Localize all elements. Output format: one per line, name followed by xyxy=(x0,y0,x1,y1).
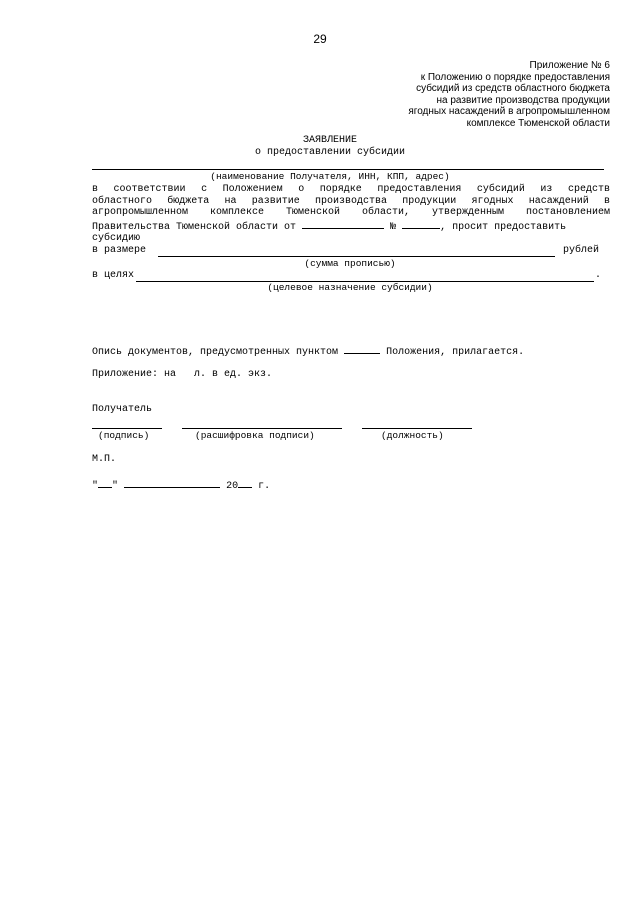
body-line-4-text-b: № xyxy=(390,221,397,233)
purpose-label: в целях xyxy=(92,270,135,281)
amount-label: в размере xyxy=(92,245,147,256)
recipient-label: Получатель xyxy=(92,404,153,415)
amount-field[interactable] xyxy=(158,256,555,257)
signature-caption: (подпись) xyxy=(98,430,150,441)
date-year-field[interactable] xyxy=(238,478,252,488)
decryption-field[interactable] xyxy=(182,428,342,429)
date-year-suffix: г. xyxy=(258,481,271,492)
date-line xyxy=(92,478,270,492)
resolution-number-field[interactable] xyxy=(402,219,440,229)
title-line-1: ЗАЯВЛЕНИЕ xyxy=(302,135,357,146)
date-year-prefix: 20 xyxy=(226,481,239,492)
date-day-field[interactable] xyxy=(98,478,112,488)
inventory-line xyxy=(92,344,524,358)
body-line-3: агропромышленном комплексе Тюменской области, утвержденным постановлением xyxy=(92,207,610,219)
appendix-line-1: Приложение № 6 xyxy=(529,60,610,71)
page-number: 29 xyxy=(313,32,327,46)
resolution-date-field[interactable] xyxy=(302,219,384,229)
purpose-caption: (целевое назначение субсидии) xyxy=(267,282,433,293)
attachment-line: Приложение: на л. в ед. экз. xyxy=(92,369,273,380)
appendix-line-3: субсидий из средств областного бюджета xyxy=(416,83,610,94)
stamp-label: М.П. xyxy=(92,454,117,465)
appendix-header xyxy=(360,60,610,129)
appendix-line-2: к Положению о порядке предоставления xyxy=(420,71,610,83)
body-line-2: областного бюджета на развитие производства продукции ягодных насаждений в xyxy=(92,195,610,207)
position-caption: (должность) xyxy=(381,430,444,441)
appendix-line-5: ягодных насаждений в агропромышленном xyxy=(408,106,610,117)
decryption-caption: (расшифровка подписи) xyxy=(195,430,315,441)
body-line-4-text-a: Правительства Тюменской области от xyxy=(92,221,297,233)
inventory-text-a: Опись документов, предусмотренных пунктом xyxy=(92,347,339,358)
amount-unit: рублей xyxy=(563,245,600,256)
position-field[interactable] xyxy=(362,428,472,429)
date-quote-close: " xyxy=(112,481,119,492)
amount-caption: (сумма прописью) xyxy=(304,258,396,269)
body-line-4-text-c: , просит предоставить xyxy=(440,221,567,233)
date-quote-open: " xyxy=(92,481,99,492)
body-line-5: субсидию xyxy=(92,233,141,245)
title-line-2: о предоставлении субсидии xyxy=(254,147,406,158)
body-line-1: в соответствии с Положением о порядке предоставления субсидий из средств xyxy=(92,184,610,195)
recipient-name-line[interactable] xyxy=(92,169,604,170)
recipient-caption: (наименование Получателя, ИНН, КПП, адрес) xyxy=(210,171,450,182)
appendix-line-6: комплексе Тюменской области xyxy=(466,117,610,129)
date-month-field[interactable] xyxy=(124,478,220,488)
document-title xyxy=(0,135,640,159)
signature-field[interactable] xyxy=(92,428,162,429)
purpose-end: . xyxy=(595,270,602,281)
body-line-4 xyxy=(92,219,610,234)
inventory-text-b: Положения, прилагается. xyxy=(386,347,525,358)
clause-number-field[interactable] xyxy=(344,344,380,354)
appendix-line-4: на развитие производства продукции xyxy=(436,94,610,106)
body-paragraph xyxy=(92,184,610,245)
